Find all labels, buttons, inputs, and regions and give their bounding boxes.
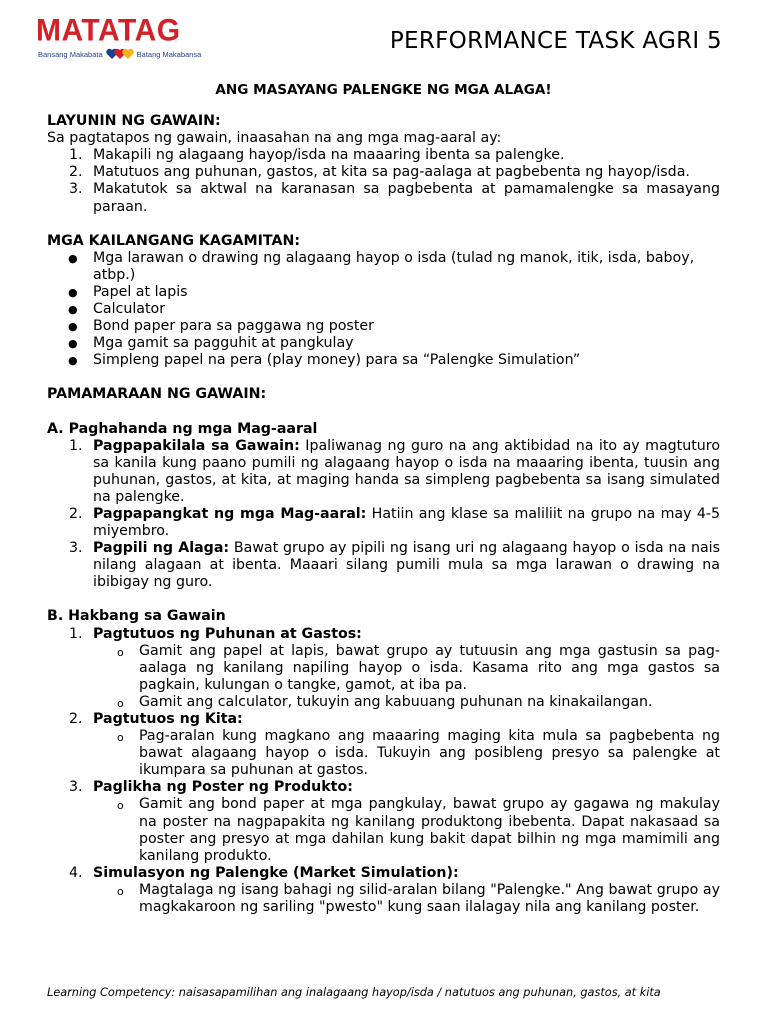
kagamitan-list [47,250,720,370]
activity-title: ANG MASAYANG PALENGKE NG MGA ALAGA! [215,82,552,98]
list-item: 3. Paglikha ng Poster ng Produkto: o Gamit ang bond paper at mga pangkulay, bawat grupo ay gagawa ng makulay na poster na nagpapakita ng kanilang produktong ibebenta. Dapat nakasaad sa poster ang presyo at mga dahilan kung bakit dapat bilhin ng mga mamimili ang kanilang produkto. [47,779,720,864]
list-item: ● Calculator [68,301,166,318]
list-item: 1. Pagpapakilala sa Gawain: Ipaliwanag ng guro na ang aktibidad na ito ay magtuturo sa kanila kung paano pumili ng alagaang hayop o isda na maaaring ibenta, tuusin ang puhunan, gastos, at kita, at maging handa sa simpleng pagbebenta sa isang simulated na palengke. [69,437,720,505]
layunin-heading: LAYUNIN NG GAWAIN: [47,113,221,130]
sub-item: o Pag-aralan kung magkano ang maaaring maging kita mula sa pagbebenta ng bawat alagaang hayop o isda. Tukuyin ang posibleng presyo sa palengke at ikumpara sa puhunan at gastos. [117,728,720,779]
list-item: 2. Pagpapangkat ng mga Mag-aaral: Hatiin ang klase sa maliliit na grupo na may 4-5 miyembro. [69,505,720,540]
pamamaraan-heading: PAMAMARAAN NG GAWAIN: [47,386,267,403]
list-item: 1. Makapili ng alagaang hayop/isda na maaaring ibenta sa palengke. [69,147,565,164]
list-item: 1. Pagtutuos ng Puhunan at Gastos: o Gamit ang papel at lapis, bawat grupo ay tutuusin ang mga gastusin sa pag-aalaga ng kanilang napiling hayop o isda. Kasama rito ang mga gastos sa pagkain, kulungan o tangke, gamot, at iba pa. o Gamit ang calculator, tukuyin ang kabuuang puhunan na kinakailangan. [47,626,720,711]
sub-item: o Gamit ang papel at lapis, bawat grupo ay tutuusin ang mga gastusin sa pag-aalaga ng kanilang napiling hayop o isda. Kasama rito ang mga gastos sa pagkain, kulungan o tangke, gamot, at iba pa. [117,642,720,693]
list-item: ● Mga larawan o drawing ng alagaang hayop o isda (tulad ng manok, itik, isda, baboy, atbp.) [68,249,695,283]
list-item: 2. Matutuos ang puhunan, gastos, at kita sa pag-aalaga at pagbebenta ng hayop/isda. [69,164,690,181]
matatag-logo [36,13,202,64]
layunin-list [47,147,720,215]
list-item: 4. Simulasyon ng Palengke (Market Simulation): o Magtalaga ng isang bahagi ng silid-aralan bilang "Palengke." Ang bawat grupo ay magkakaroon ng sariling "pwesto" kung saan ilalagay nila ang kanilang poster. [47,865,720,916]
list-item: 2. Pagtutuos ng Kita: o Pag-aralan kung magkano ang maaaring maging kita mula sa pagbebenta ng bawat alagaang hayop o isda. Tukuyin ang posibleng presyo sa palengke at ikumpara sa puhunan at gastos. [47,711,720,779]
sub-item: o Gamit ang bond paper at mga pangkulay, bawat grupo ay gagawa ng makulay na poster na nagpapakita ng kanilang produktong ibebenta. Dapat nakasaad sa poster ang presyo at mga dahilan kung bakit dapat bilhin ng mga mamimili ang kanilang produkto. [117,796,720,864]
section-a-heading: A. Paghahanda ng mga Mag-aaral [47,420,318,437]
document-title: PERFORMANCE TASK AGRI 5 [389,28,722,54]
section-a-list [47,438,720,592]
learning-competency-footer: Learning Competency: naisasapamilihan ang inalagaang hayop/isda / natutuos ang puhunan, gastos, at kita [47,986,661,999]
list-item: ● Mga gamit sa pagguhit at pangkulay [68,335,354,352]
document-body [47,82,720,916]
kagamitan-heading: MGA KAILANGANG KAGAMITAN: [47,232,301,249]
list-item: 3. Pagpili ng Alaga: Bawat grupo ay pipili ng isang uri ng alagaang hayop o isda na nais nilang alagaan at ibenta. Maaari silang pumili mula sa mga larawan o drawing na ibibigay ng guro. [69,540,720,591]
layunin-intro: Sa pagtatapos ng gawain, inaasahan na ang mga mag-aaral ay: [47,130,502,147]
logo-tagline-left: Bansang Makabata [38,49,103,59]
logo-tagline-right: Batang Makabansa [136,49,202,59]
logo-wordmark: MATATAG [36,13,181,48]
hearts-icon [106,48,134,60]
logo-taglines [38,48,201,60]
list-item: 3. Makatutok sa aktwal na karanasan sa pagbebenta at pamamalengke sa masayang paraan. [69,181,720,215]
sub-item: o Magtalaga ng isang bahagi ng silid-aralan bilang "Palengke." Ang bawat grupo ay magkakaroon ng sariling "pwesto" kung saan ilalagay nila ang kanilang poster. [117,881,720,916]
section-b-heading: B. Hakbang sa Gawain [47,608,226,625]
section-b-list [47,626,720,917]
sub-item: o Gamit ang calculator, tukuyin ang kabuuang puhunan na kinakailangan. [117,693,653,710]
list-item: ● Simpleng papel na pera (play money) para sa “Palengke Simulation” [68,352,581,369]
list-item: ● Papel at lapis [68,283,188,300]
list-item: ● Bond paper para sa paggawa ng poster [68,318,374,335]
